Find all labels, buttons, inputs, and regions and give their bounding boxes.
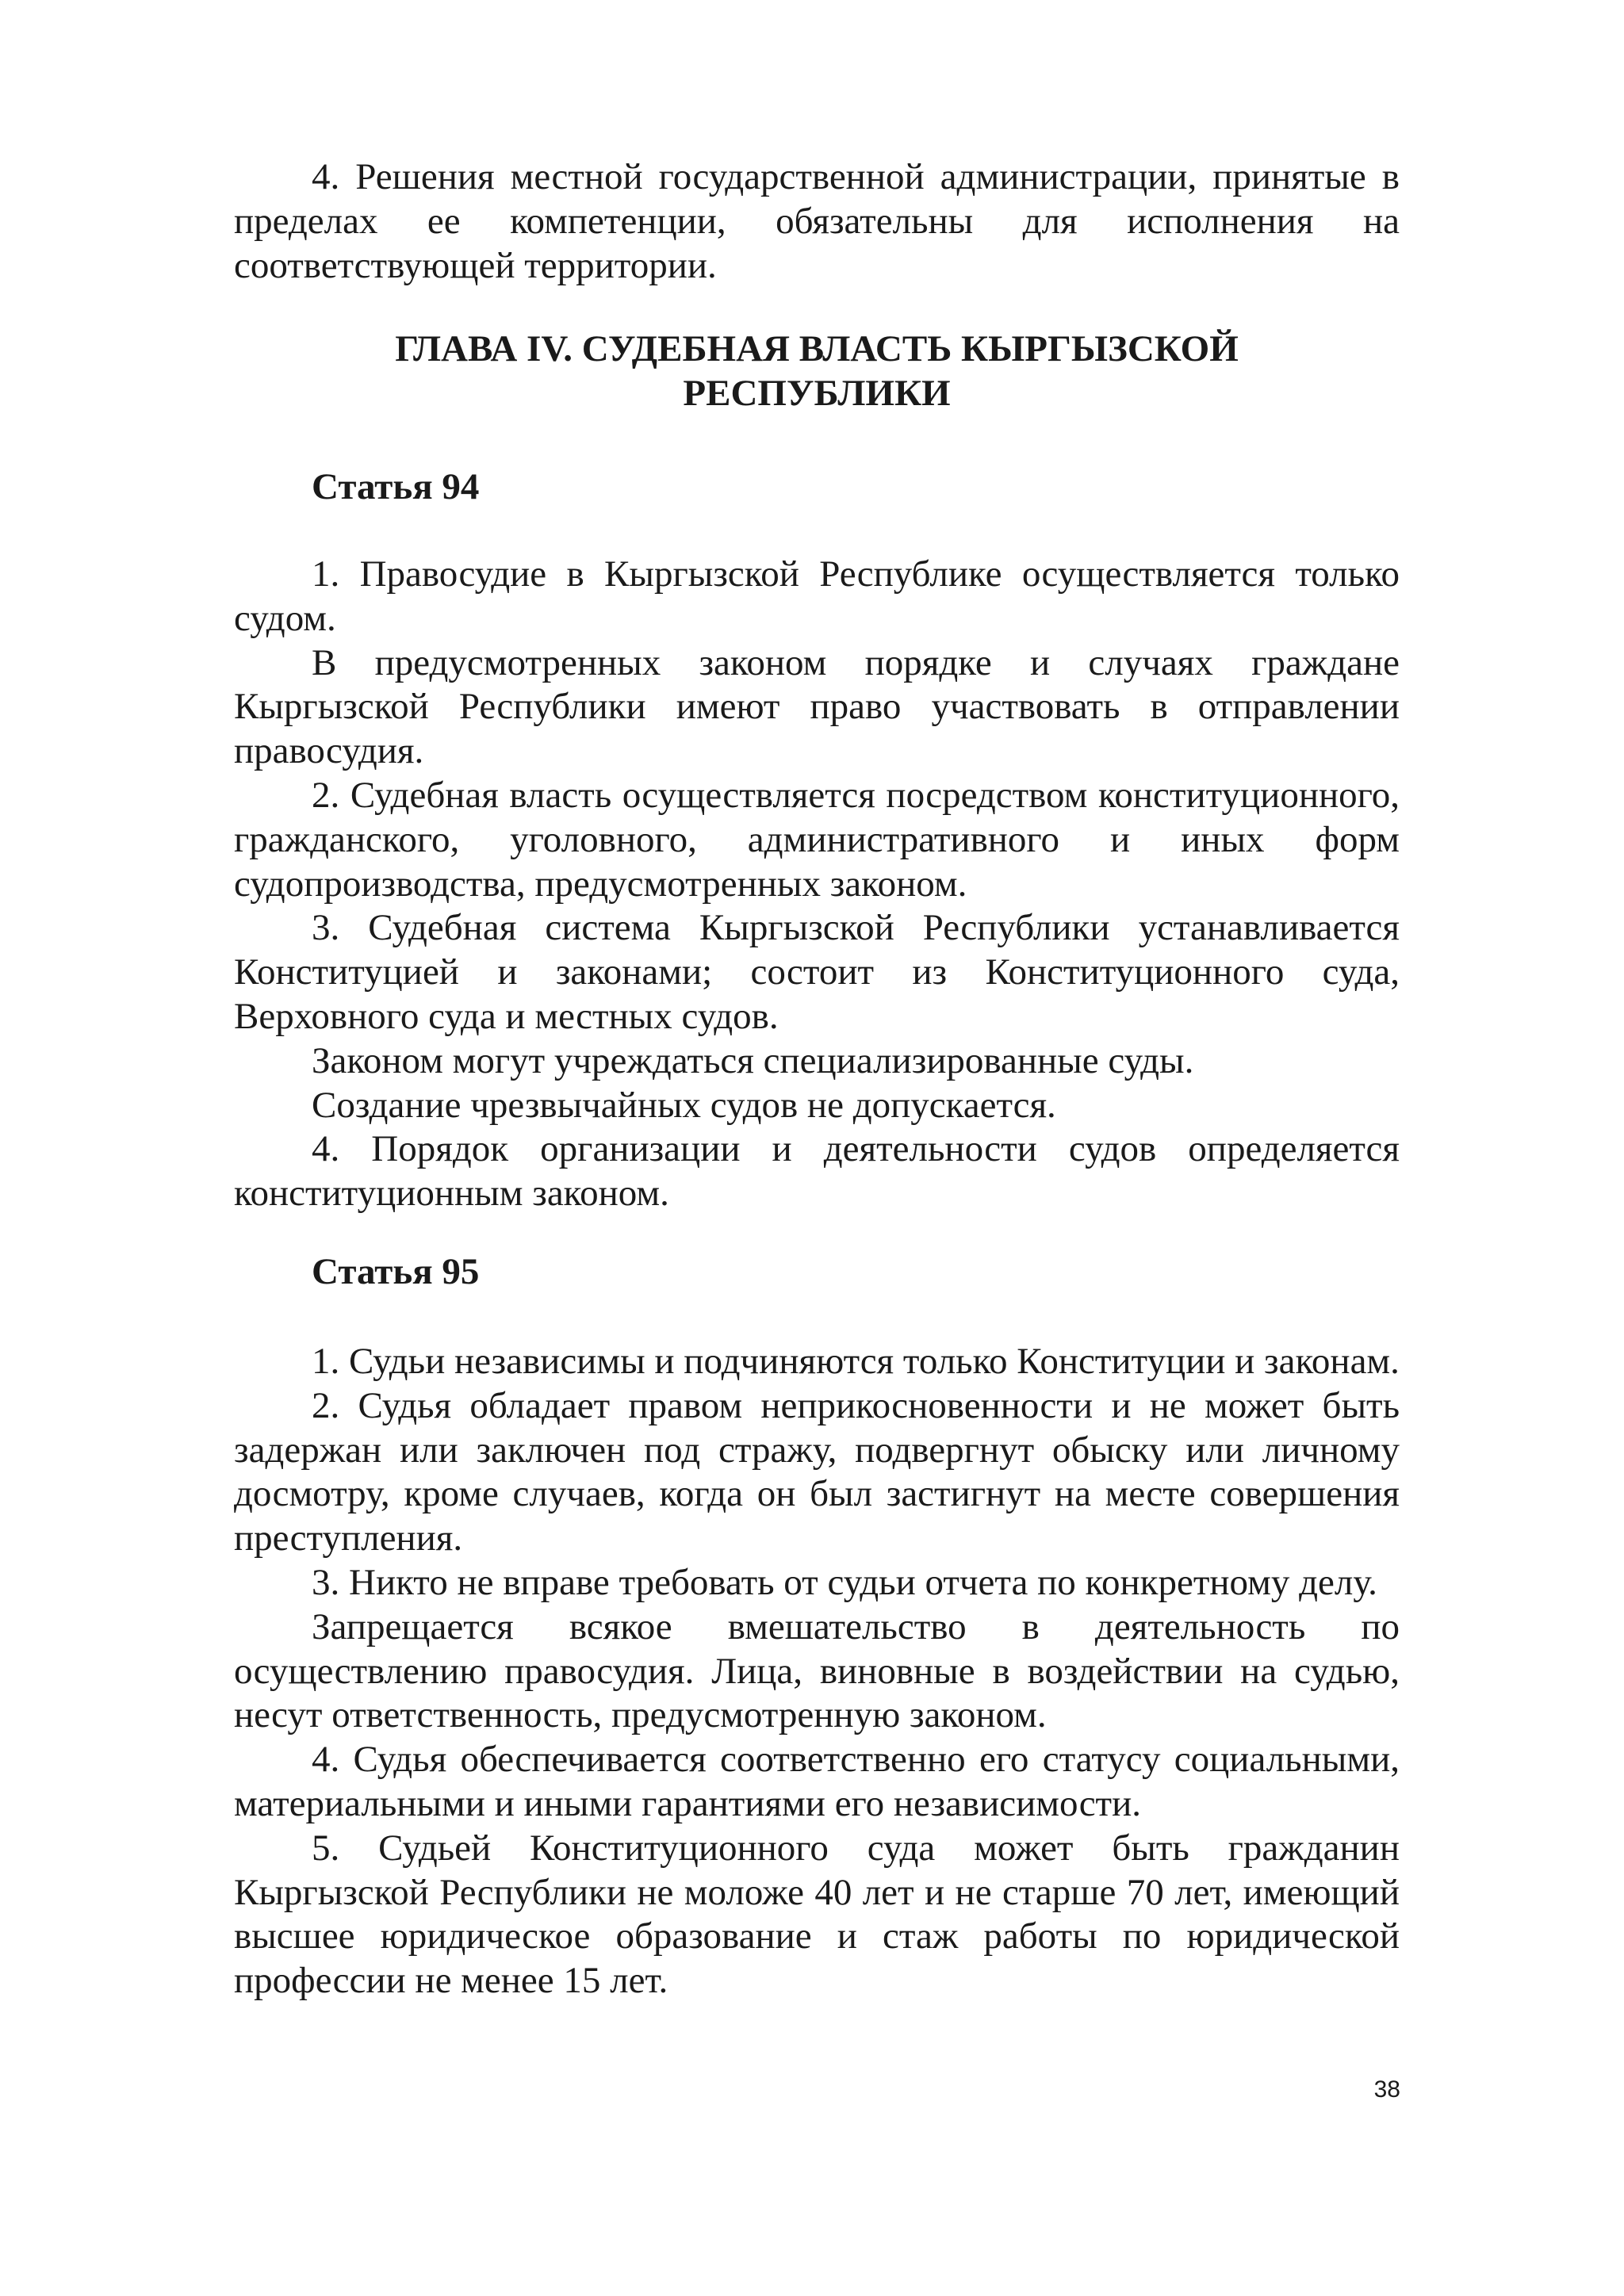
article-94-paragraph: 4. Порядок организации и деятельности судов определяется конституционным законом. — [234, 1128, 1400, 1215]
chapter-title-line1: ГЛАВА IV. СУДЕБНАЯ ВЛАСТЬ КЫРГЫЗСКОЙ — [395, 328, 1239, 369]
article-94-paragraph: Законом могут учреждаться специализированные суды. — [312, 1039, 1194, 1081]
article-95-heading: Статья 95 — [312, 1251, 480, 1292]
article-94-body — [234, 553, 1400, 1216]
article-95-paragraph: 5. Судьей Конституционного суда может быть гражданин Кыргызской Республики не моложе 40 лет и не старше 70 лет, имеющий высшее юридическое образование и стаж работы по юридической профессии не менее 15 лет. — [234, 1827, 1400, 2002]
article-94-heading: Статья 94 — [312, 466, 480, 507]
intro-section — [234, 155, 1400, 288]
chapter-title-line2: РЕСПУБЛИКИ — [683, 373, 951, 414]
article-95-paragraph: 1. Судьи независимы и подчиняются только Конституции и законам. — [312, 1341, 1400, 1382]
page-number: 38 — [1373, 2076, 1400, 2103]
article-94-paragraph: В предусмотренных законом порядке и случаях граждане Кыргызской Республики имеют право участвовать в отправлении правосудия. — [234, 641, 1400, 772]
article-94-paragraph: Создание чрезвычайных судов не допускается. — [312, 1084, 1056, 1126]
article-94-paragraph: 2. Судебная власть осуществляется посредством конституционного, гражданского, уголовного, административного и иных форм судопроизводства, предусмотренных законом. — [234, 774, 1400, 905]
article-94-paragraph: 1. Правосудие в Кыргызской Республике осуществляется только судом. — [234, 553, 1400, 639]
intro-paragraph: 4. Решения местной государственной администрации, принятые в пределах ее компетенции, обязательны для исполнения на соответствующей территории. — [234, 156, 1400, 286]
article-95-paragraph: 2. Судья обладает правом неприкосновенности и не может быть задержан или заключен под стражу, подвергнут обыску или личному досмотру, кроме случаев, когда он был застигнут на месте совершения преступления. — [234, 1384, 1400, 1559]
article-95-paragraph: Запрещается всякое вмешательство в деятельность по осуществлению правосудия. Лица, виновные в воздействии на судью, несут ответственность, предусмотренную законом. — [234, 1605, 1400, 1736]
article-95-paragraph: 4. Судья обеспечивается соответственно его статусу социальными, материальными и иными гарантиями его независимости. — [234, 1739, 1400, 1824]
article-95-paragraph: 3. Никто не вправе требовать от судьи отчета по конкретному делу. — [312, 1561, 1377, 1603]
article-94-paragraph: 3. Судебная система Кыргызской Республики устанавливается Конституцией и законами; состоит из Конституционного суда, Верховного суда и местных судов. — [234, 907, 1400, 1037]
article-95-body — [234, 1340, 1400, 2003]
chapter-title — [234, 327, 1400, 415]
